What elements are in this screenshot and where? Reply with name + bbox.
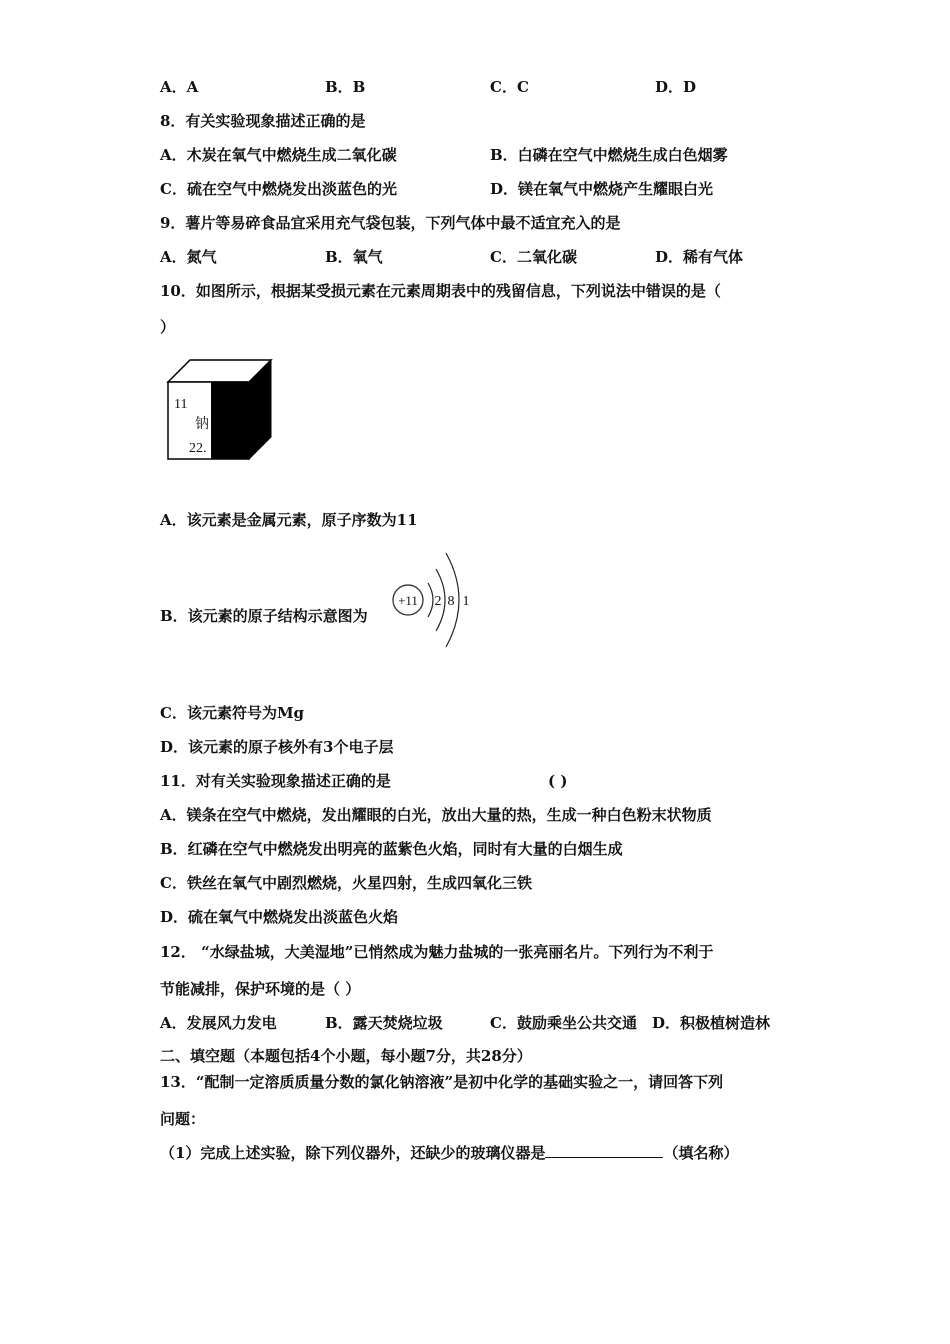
q10-stem-line2: ） — [160, 318, 176, 336]
q7-option-d: D．D — [655, 78, 697, 96]
q11-option-a: A．镁条在空气中燃烧，发出耀眼的白光，放出大量的热，生成一种白色粉末状物质 — [160, 806, 712, 824]
q9-option-a: A．氮气 — [160, 248, 217, 266]
q12-option-d: D．积极植树造林 — [652, 1014, 771, 1032]
shell-2-electrons: 8 — [447, 594, 455, 609]
q12-option-a: A．发展风力发电 — [160, 1014, 277, 1032]
q10-option-b: B．该元素的原子结构示意图为 — [160, 607, 368, 625]
section2-heading: 二、填空题（本题包括4个小题，每小题7分，共28分） — [160, 1047, 532, 1065]
element-tile-figure — [165, 357, 275, 462]
q10-stem-line1: 10．如图所示，根据某受损元素在元素周期表中的残留信息，下列说法中错误的是（ — [160, 282, 721, 300]
nucleus-charge: +11 — [398, 593, 418, 608]
q10-option-a: A．该元素是金属元素，原子序数为11 — [160, 511, 418, 529]
q9-option-c: C．二氧化碳 — [490, 248, 577, 266]
q10-option-d: D．该元素的原子核外有3个电子层 — [160, 738, 394, 756]
q8-option-c: C．硫在空气中燃烧发出淡蓝色的光 — [160, 180, 397, 198]
q12-stem-line2: 节能减排，保护环境的是（ ） — [160, 980, 361, 998]
q13-sub1-suffix: （填名称） — [663, 1144, 739, 1162]
q13-sub1 — [160, 1143, 738, 1163]
q11-answer-paren: ( ) — [548, 772, 568, 790]
q8-option-a: A．木炭在氧气中燃烧生成二氧化碳 — [160, 146, 397, 164]
q13-stem-line1: 13．“配制一定溶质质量分数的氯化钠溶液”是初中化学的基础实验之一，请回答下列 — [160, 1073, 724, 1091]
q8-option-b: B．白磷在空气中燃烧生成白色烟雾 — [490, 146, 728, 164]
q12-option-c: C．鼓励乘坐公共交通 — [490, 1014, 637, 1032]
q11-option-c: C．铁丝在氧气中剧烈燃烧，火星四射，生成四氧化三铁 — [160, 874, 532, 892]
q8-option-d: D．镁在氧气中燃烧产生耀眼白光 — [490, 180, 714, 198]
q7-option-c: C．C — [490, 78, 529, 96]
q9-stem: 9．薯片等易碎食品宜采用充气袋包装，下列气体中最不适宜充入的是 — [160, 214, 621, 232]
q10-option-c: C．该元素符号为Mg — [160, 704, 305, 722]
q11-option-d: D．硫在氧气中燃烧发出淡蓝色火焰 — [160, 908, 399, 926]
q7-option-a: A．A — [160, 78, 199, 96]
shell-1-electrons: 2 — [434, 594, 442, 609]
atomic-number-label: 11 — [174, 397, 188, 412]
atomic-mass-fragment: 22. — [189, 441, 207, 456]
q7-option-b: B．B — [325, 78, 366, 96]
q11-stem: 11．对有关实验现象描述正确的是 — [160, 772, 391, 790]
atom-structure-diagram — [388, 545, 478, 655]
q13-answer-blank[interactable] — [545, 1143, 663, 1158]
q11-option-b: B．红磷在空气中燃烧发出明亮的蓝紫色火焰，同时有大量的白烟生成 — [160, 840, 623, 858]
shell-3-electrons: 1 — [462, 594, 470, 609]
q12-option-b: B．露天焚烧垃圾 — [325, 1014, 443, 1032]
element-name-fragment: 钠 — [195, 417, 209, 432]
q12-stem-line1: 12． “水绿盐城，大美湿地”已悄然成为魅力盐城的一张亮丽名片。下列行为不利于 — [160, 943, 714, 961]
q13-sub1-prefix: （1）完成上述实验，除下列仪器外，还缺少的玻璃仪器是 — [160, 1144, 546, 1162]
q8-stem: 8．有关实验现象描述正确的是 — [160, 112, 366, 130]
q9-option-d: D．稀有气体 — [655, 248, 744, 266]
q9-option-b: B．氧气 — [325, 248, 383, 266]
q13-stem-line2: 问题： — [160, 1110, 206, 1128]
